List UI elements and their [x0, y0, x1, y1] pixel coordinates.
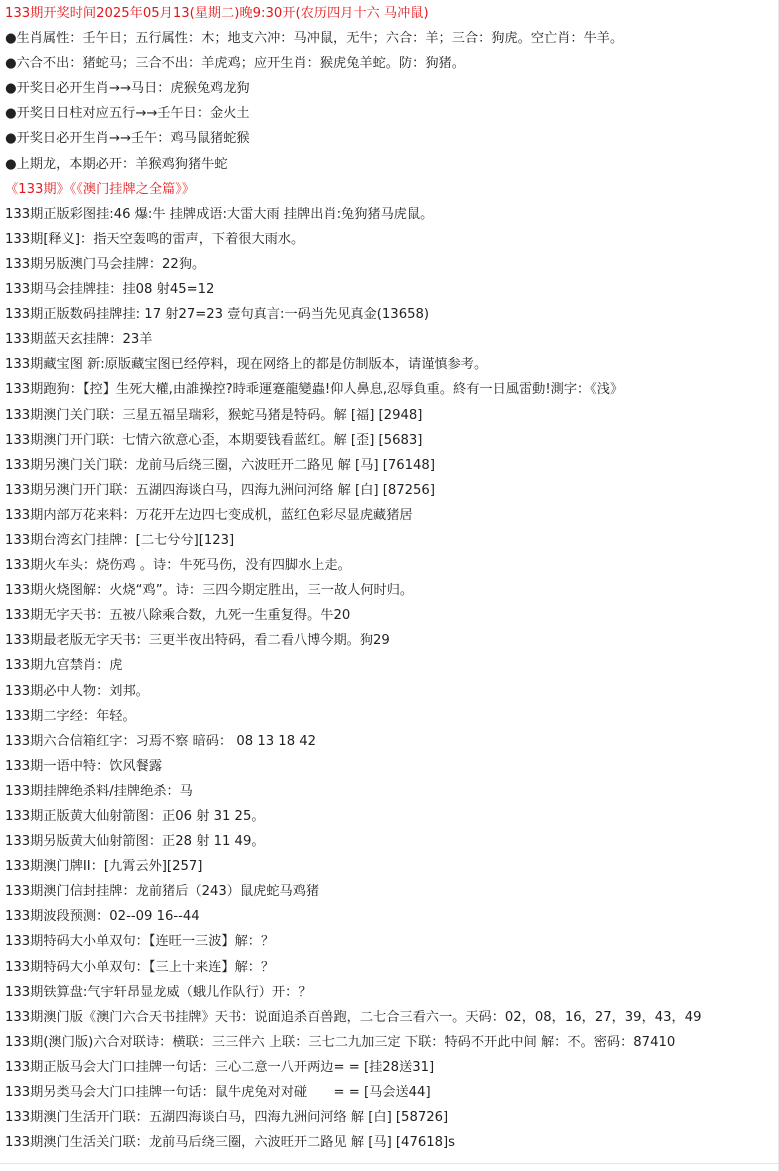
text-lines [5, 1, 775, 1155]
text-line: 133期正版数码挂牌挂: 17 射27=23 壹句真言:一码当先见真金(13658) [5, 307, 430, 323]
text-line: 133期另澳门开门联：五湖四海谈白马，四海九洲问河络 解 [白] [87256] [5, 482, 435, 498]
text-line: 133期台湾玄门挂牌：[二七兮兮][123] [5, 532, 235, 548]
text-line: 133期马会挂牌挂：挂08 射45=12 [5, 282, 215, 298]
text-line: 133期另澳门关门联：龙前马后绕三圈，六波旺开二路见 解 [马] [76148] [5, 457, 435, 473]
text-line: 133期挂牌绝杀料/挂牌绝杀：马 [5, 783, 193, 799]
text-line: 133期另类马会大门口挂牌一句话：鼠牛虎兔对对碰 = = [马会送44] [5, 1085, 431, 1101]
text-line: 133期另版澳门马会挂牌：22狗。 [5, 256, 206, 272]
text-line: 133期六合信箱红字：习焉不察 暗码： 08 13 18 42 [5, 733, 317, 749]
text-line: 133期正版马会大门口挂牌一句话：三心二意一八开两边= = [挂28送31] [5, 1059, 435, 1075]
text-line: 133期另版黄大仙射箭图：正28 射 11 49。 [5, 834, 265, 850]
text-line: 133期波段预测：02--09 16--44 [5, 909, 200, 925]
text-line: 133期二字经：年轻。 [5, 708, 136, 724]
text-line: ●上期龙，本期必开：羊猴鸡狗猪牛蛇 [5, 156, 228, 172]
text-line: 133期铁算盘:气宇轩昂显龙威（蛾儿作队行）开：？ [5, 984, 312, 1000]
text-line: 133期一语中特：饮风餐露 [5, 758, 163, 774]
text-line: 133期必中人物：刘邦。 [5, 683, 149, 699]
text-line: ●生肖属性：壬午日；五行属性：木；地支六冲：马冲鼠，无牛；六合：羊；三合：狗虎。空亡肖：牛羊。 [5, 31, 624, 47]
text-line: 133期[释义]：指天空轰鸣的雷声，下着很大雨水。 [5, 231, 305, 247]
text-line: 133期正版黄大仙射箭图：正06 射 31 25。 [5, 809, 265, 824]
text-line: 133期特码大小单双句：【三上十来连】解：？ [5, 959, 275, 975]
text-line: 133期澳门关门联：三星五福呈瑞彩，猴蛇马猪是特码。解 [福] [2948] [5, 407, 423, 423]
text-line: 133期跑狗：【控】生死大權,由誰操控?時乖運蹇龍變蟲!仰人鼻息,忍辱負重。終有一日風雷動!測字：《浅》 [5, 382, 624, 398]
text-line: 133期澳门版《澳门六合天书挂牌》天书：说面追杀百兽跑，二七合三看六一。天码：02，08，16，27，39，43，49 [5, 1009, 702, 1025]
text-line: 133期(澳门版)六合对联诗：横联：三三伴六 上联：三七二九加三定 下联：特码不开此中间 解：不。密码：87410 [5, 1034, 676, 1050]
text-line: 133期正版彩图挂:46 爆:牛 挂牌成语:大雷大雨 挂牌出肖:兔狗猪马虎鼠。 [5, 206, 434, 222]
text-line: 133期澳门信封挂牌：龙前猪后（243）鼠虎蛇马鸡猪 [5, 884, 320, 900]
text-line: 133期澳门开门联：七情六欲意心歪，本期要钱看蓝红。解 [歪] [5683] [5, 432, 423, 448]
bottom-divider [0, 1163, 779, 1164]
text-line: 133期特码大小单双句：【连旺一三波】解：？ [5, 934, 275, 950]
text-line: 133期内部万花来料：万花开左边四七变成机，蓝红色彩尽显虎藏猪居 [5, 507, 413, 523]
text-line: 133期澳门生活开门联：五湖四海谈白马，四海九洲问河络 解 [白] [58726] [5, 1110, 449, 1126]
text-line: ●开奖日必开生肖→→壬午：鸡马鼠猪蛇猴 [5, 131, 250, 147]
text-line: 133期九宫禁肖：虎 [5, 658, 123, 674]
text-line: ●开奖日必开生肖→→马日：虎猴兔鸡龙狗 [5, 81, 250, 97]
text-line: 133期藏宝图 新:原版藏宝图已经停料，现在网络上的都是仿制版本，请谨慎参考。 [5, 357, 488, 373]
text-line: ●六合不出：猪蛇马；三合不出：羊虎鸡；应开生肖：猴虎兔羊蛇。防：狗猪。 [5, 56, 465, 72]
text-line: 133期无字天书：五被八除乘合数，九死一生重复得。牛20 [5, 608, 351, 624]
heading-line: 《133期》《《澳门挂牌之全篇》》 [5, 181, 195, 197]
text-line: 133期火车头：烧伤鸡 。诗：牛死马伤，没有四脚水上走。 [5, 558, 351, 574]
text-line: 133期火烧图解：火烧“鸡”。诗：三四今期定胜出，三一故人何时归。 [5, 583, 414, 599]
text-line: 133期澳门生活关门联：龙前马后绕三圈，六波旺开二路见 解 [马] [47618]s [5, 1135, 456, 1151]
text-line: 133期澳门牌II：[九霄云外][257] [5, 859, 203, 875]
text-line: 133期最老版无字天书：三更半夜出特码，看二看八博今期。狗29 [5, 633, 390, 649]
text-line: ●开奖日日柱对应五行→→壬午日：金火土 [5, 106, 250, 122]
text-line: 133期蓝天玄挂牌：23羊 [5, 332, 153, 348]
heading-line: 133期开奖时间2025年05月13(星期二)晚9:30开(农历四月十六 马冲鼠) [5, 6, 429, 21]
